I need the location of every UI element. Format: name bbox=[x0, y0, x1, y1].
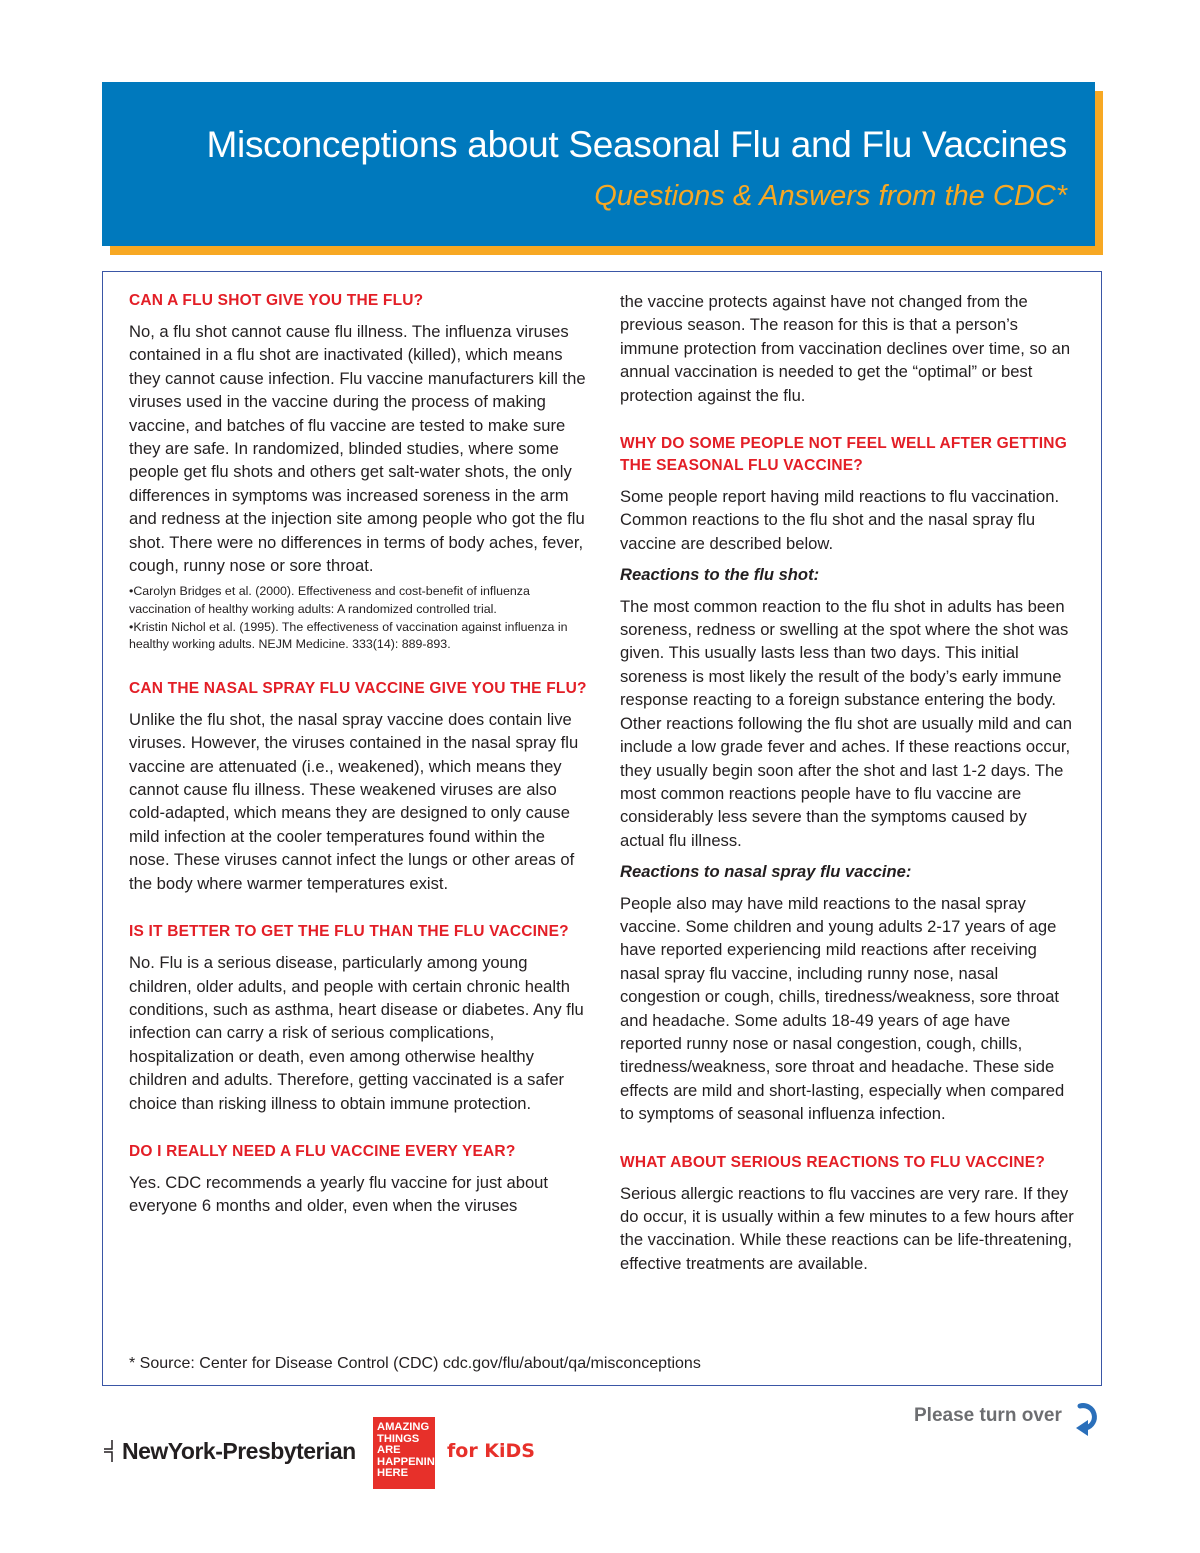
question-heading: WHAT ABOUT SERIOUS REACTIONS TO FLU VACCINE? bbox=[620, 1153, 1045, 1171]
question-heading: WHY DO SOME PEOPLE NOT FEEL WELL AFTER GETTING THE SEASONAL FLU VACCINE? bbox=[620, 435, 1067, 475]
reference-item: •Carolyn Bridges et al. (2000). Effectiveness and cost-benefit of influenza vaccination of healthy working adults: A randomized controlled trial. bbox=[129, 584, 530, 617]
amazing-things-logo bbox=[373, 1417, 444, 1489]
nyp-logo-text: NewYork-Presbyterian bbox=[122, 1438, 356, 1464]
page-title: Misconceptions about Seasonal Flu and Flu Vaccines bbox=[206, 124, 1067, 165]
references bbox=[129, 583, 589, 653]
right-column bbox=[620, 290, 1075, 1275]
content-box bbox=[102, 271, 1102, 1386]
header-banner bbox=[102, 82, 1095, 246]
subheading: Reactions to the flu shot: bbox=[620, 565, 820, 585]
for-kids-logo: for KiDS bbox=[447, 1440, 535, 1462]
question-heading: CAN THE NASAL SPRAY FLU VACCINE GIVE YOU THE FLU? bbox=[129, 679, 587, 697]
answer-text: People also may have mild reactions to the nasal spray vaccine. Some children and young adults 2-17 years of age have reported experiencing mild reactions after receiving nasal spray flu vaccine, including runny nose, nasal congestion or cough, chills, tiredness/weakness, sore throat and headache. Some adults 18-49 years of age have reported runny nose or nasal congestion, cough, chills, tiredness/weakness, sore throat and headache. These side effects are mild and short-lasting, especially when compared to symptoms of seasonal influenza infection. bbox=[620, 893, 1065, 1124]
answer-text: the vaccine protects against have not changed from the previous season. The reason for this is that a person’s immune protection from vaccination declines over time, so an annual vaccination is needed to get the “optimal” or best protection against the flu. bbox=[620, 292, 1071, 405]
answer-text: Some people report having mild reactions to flu vaccination. Common reactions to the flu shot and the nasal spray flu vaccine are described below. bbox=[620, 487, 1060, 553]
answer-text: No. Flu is a serious disease, particularly among young children, older adults, and people with certain chronic health conditions, such as asthma, heart disease or diabetes. Any flu infection can carry a risk of serious complications, hospitalization or death, even among otherwise healthy children and adults. Therefore, getting vaccinated is a safer choice than risking illness to obtain immune protection. bbox=[129, 953, 584, 1113]
question-heading: CAN A FLU SHOT GIVE YOU THE FLU? bbox=[129, 292, 424, 309]
source-note: * Source: Center for Disease Control (CDC) cdc.gov/flu/about/qa/misconceptions bbox=[129, 1355, 701, 1372]
logo-line: HERE bbox=[377, 1467, 409, 1480]
answer-text: Unlike the flu shot, the nasal spray vaccine does contain live viruses. However, the viruses contained in the nasal spray flu vaccine are attenuated (i.e., weakened), which means they cannot cause flu illness. These weakened viruses are also cold-adapted, which means they are designed to only cause mild infection at the cooler temperatures found within the nose. These viruses cannot infect the lungs or other areas of the body where warmer temperatures exist. bbox=[129, 709, 579, 893]
logo-line: HAPPENING bbox=[377, 1455, 444, 1468]
answer-text: The most common reaction to the flu shot in adults has been soreness, redness or swelling at the spot where the shot was given. This usually lasts less than two days. This initial soreness is most likely the result of the body’s early immune response reacting to a foreign substance entering the body. Other reactions following the flu shot are usually mild and can include a low grade fever and aches. If these reactions occur, they usually begin soon after the shot and last 1-2 days. The most common reactions people have to flu vaccine are considerably less severe than the symptoms caused by actual flu illness. bbox=[620, 596, 1072, 850]
question-heading: IS IT BETTER TO GET THE FLU THAN THE FLU VACCINE? bbox=[129, 923, 569, 941]
question-heading: DO I REALLY NEED A FLU VACCINE EVERY YEAR? bbox=[129, 1142, 516, 1160]
page-subtitle: Questions & Answers from the CDC* bbox=[594, 180, 1067, 212]
reference-item: •Kristin Nichol et al. (1995). The effectiveness of vaccination against influenza in healthy working adults. NEJM Medicine. 333(14): 889-893. bbox=[129, 619, 568, 652]
nyp-logo-mark-icon bbox=[104, 1440, 116, 1462]
curved-arrow-icon bbox=[1072, 1398, 1106, 1438]
logo-line: THINGS bbox=[377, 1432, 420, 1445]
answer-text: Yes. CDC recommends a yearly flu vaccine for just about everyone 6 months and older, even when the viruses bbox=[129, 1172, 549, 1216]
logo-line: AMAZING bbox=[377, 1421, 430, 1433]
logo-line: ARE bbox=[377, 1444, 401, 1457]
answer-text: Serious allergic reactions to flu vaccines are very rare. If they do occur, it is usually within a few minutes to a few hours after the vaccination. While these reactions can be life-threatening, effective treatments are available. bbox=[620, 1183, 1074, 1273]
answer-text: No, a flu shot cannot cause flu illness. The influenza viruses contained in a flu shot are inactivated (killed), which means they cannot cause infection. Flu vaccine manufacturers kill the viruses used in the vaccine during the process of making vaccine, and batches of flu vaccine are tested to make sure they are safe. In randomized, blinded studies, where some people get flu shots and others get salt-water shots, the only differences in symptoms was increased soreness in the arm and redness at the injection site among people who got the flu shot. There were no differences in terms of body aches, fever, cough, runny nose or sore throat. bbox=[129, 322, 586, 576]
subheading: Reactions to nasal spray flu vaccine: bbox=[620, 862, 912, 882]
left-column bbox=[129, 290, 589, 1218]
turn-over-text: Please turn over bbox=[914, 1405, 1062, 1426]
